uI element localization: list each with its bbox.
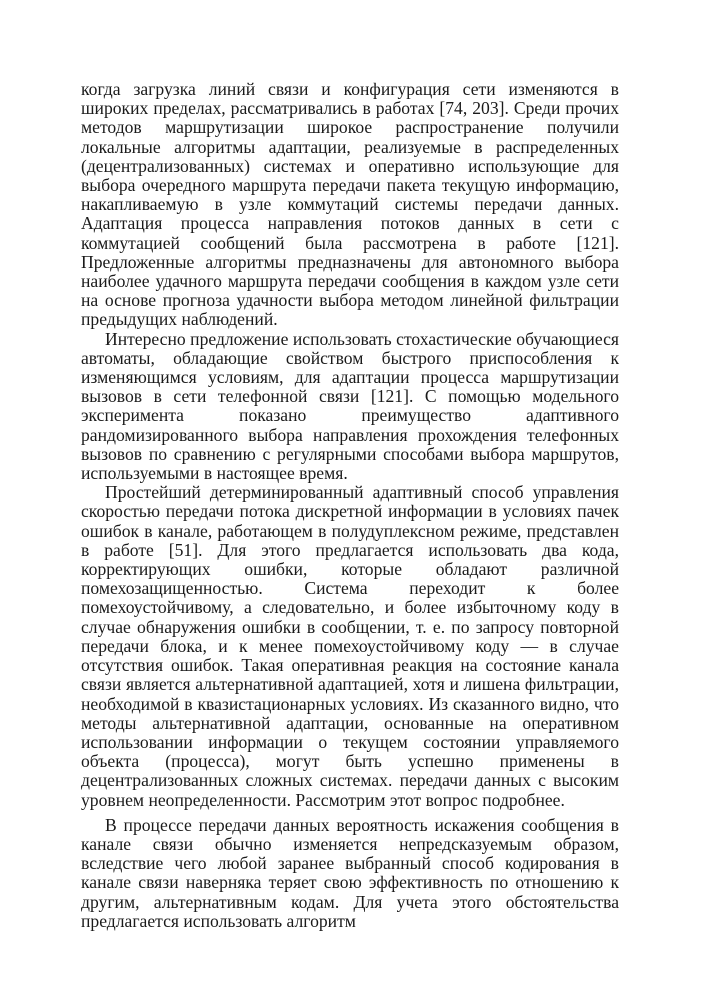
paragraph-stochastic-automata: Интересно предложение использовать стохастические обучающиеся автоматы, обладающие свойством быстрого приспособления к изменяющимся условиям, для адаптации процесса маршрутизации вызовов в сети телефонной связи [121]. С помощью модельного эксперимента показано преимущество адаптивного рандомизированного выбора направления прохождения телефонных вызовов по сравнению с регулярными способами выбора маршрутов, используемыми в настоящее время. [81,328,619,484]
paragraph-adaptive-rate-control: Простейший детерминированный адаптивный способ управления скоростью передачи потока дискретной информации в условиях пачек ошибок в канале, работающем в полудуплексном режиме, представлен в работе [51]. Для этого предлагается использовать два кода, корректирующих ошибки, которые обладают различной помехозащищенностью. Система переходит к более помехоустойчивому, а следовательно, и более избыточному коду в случае обнаружения ошибки в сообщении, т. е. по запросу повторной передачи блока, и к менее помехоустойчивому коду — в случае отсутствия ошибок. Такая оперативная реакция на состояние канала связи является альтернативной адаптацией, хотя и лишена фильтрации, необходимой в квазистационарных условиях. Из сказанного видно, что методы альтернативной адаптации, основанные на оперативном использовании информации о текущем состоянии управляемого объекта (процесса), могут быть успешно применены в децентрализованных сложных системах. передачи данных с высоким уровнем неопределенности. Рассмотрим этот вопрос подробнее. [81,482,619,810]
document-page [81,80,619,931]
paragraph-coding-algorithm: В процессе передачи данных вероятность искажения сообщения в канале связи обычно изменяется непредсказуемым образом, вследствие чего любой заранее выбранный способ кодирования в канале связи наверняка теряет свою эффективность по отношению к другим, альтернативным кодам. Для учета этого обстоятельства предлагается использовать алгоритм [81,814,619,931]
paragraph-routing-methods: когда загрузка линий связи и конфигурация сети изменяются в широких пределах, рассматривались в работах [74, 203]. Среди прочих методов маршрутизации широкое распространение получили локальные алгоритмы адаптации, реализуемые в распределенных (децентрализованных) системах и оперативно использующие для выбора очередного маршрута передачи пакета текущую информацию, накапливаемую в узле коммутаций системы передачи данных. Адаптация процесса направления потоков данных в сети с коммутацией сообщений была рассмотрена в работе [121]. Предложенные алгоритмы предназначены для автономного выбора наиболее удачного маршрута передачи сообщения в каждом узле сети на основе прогноза удачности выбора методом линейной фильтрации предыдущих наблюдений. [81,79,619,330]
